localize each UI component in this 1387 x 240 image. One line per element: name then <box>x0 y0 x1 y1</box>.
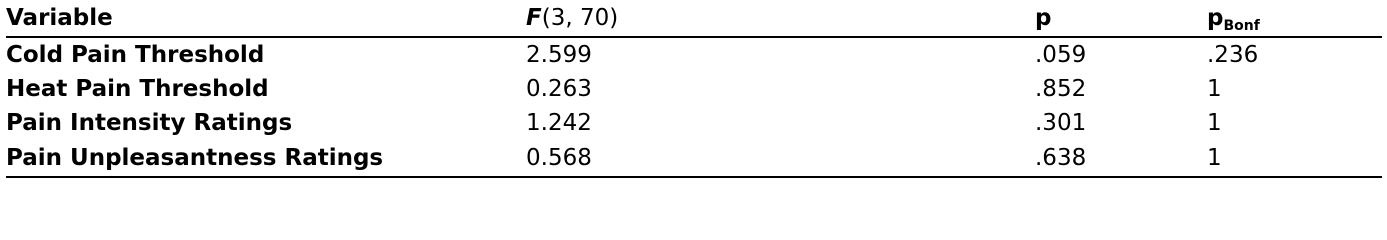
f-symbol: F <box>526 5 542 31</box>
row-variable: Heat Pain Threshold <box>6 76 269 102</box>
header-p-bonf <box>1207 0 1382 37</box>
header-row <box>6 0 1382 37</box>
table-row <box>6 106 1382 140</box>
header-variable: Variable <box>6 5 113 31</box>
header-p: p <box>1035 5 1052 31</box>
row-p-bonf-value: .236 <box>1207 42 1259 68</box>
row-p-value: .059 <box>1035 42 1087 68</box>
row-variable: Pain Unpleasantness Ratings <box>6 145 384 171</box>
row-f-value: 0.263 <box>526 76 592 102</box>
table-row <box>6 140 1382 177</box>
table-row <box>6 37 1382 72</box>
row-p-value: .852 <box>1035 76 1087 102</box>
row-p-bonf-value: 1 <box>1207 110 1222 136</box>
row-p-value: .301 <box>1035 110 1087 136</box>
table-row <box>6 72 1382 106</box>
f-degrees-of-freedom: (3, 70) <box>541 5 619 31</box>
row-p-value: .638 <box>1035 145 1087 171</box>
row-variable: Pain Intensity Ratings <box>6 110 293 136</box>
p-bonf-base: p <box>1207 5 1224 31</box>
header-f-statistic <box>526 0 1035 37</box>
row-f-value: 2.599 <box>526 42 592 68</box>
p-bonf-subscript: Bonf <box>1223 18 1260 34</box>
row-p-bonf-value: 1 <box>1207 76 1222 102</box>
table-body <box>6 37 1382 177</box>
table-header <box>6 0 1382 37</box>
anova-results-table <box>6 0 1382 178</box>
row-variable: Cold Pain Threshold <box>6 42 265 68</box>
row-p-bonf-value: 1 <box>1207 145 1222 171</box>
row-f-value: 1.242 <box>526 110 592 136</box>
row-f-value: 0.568 <box>526 145 592 171</box>
